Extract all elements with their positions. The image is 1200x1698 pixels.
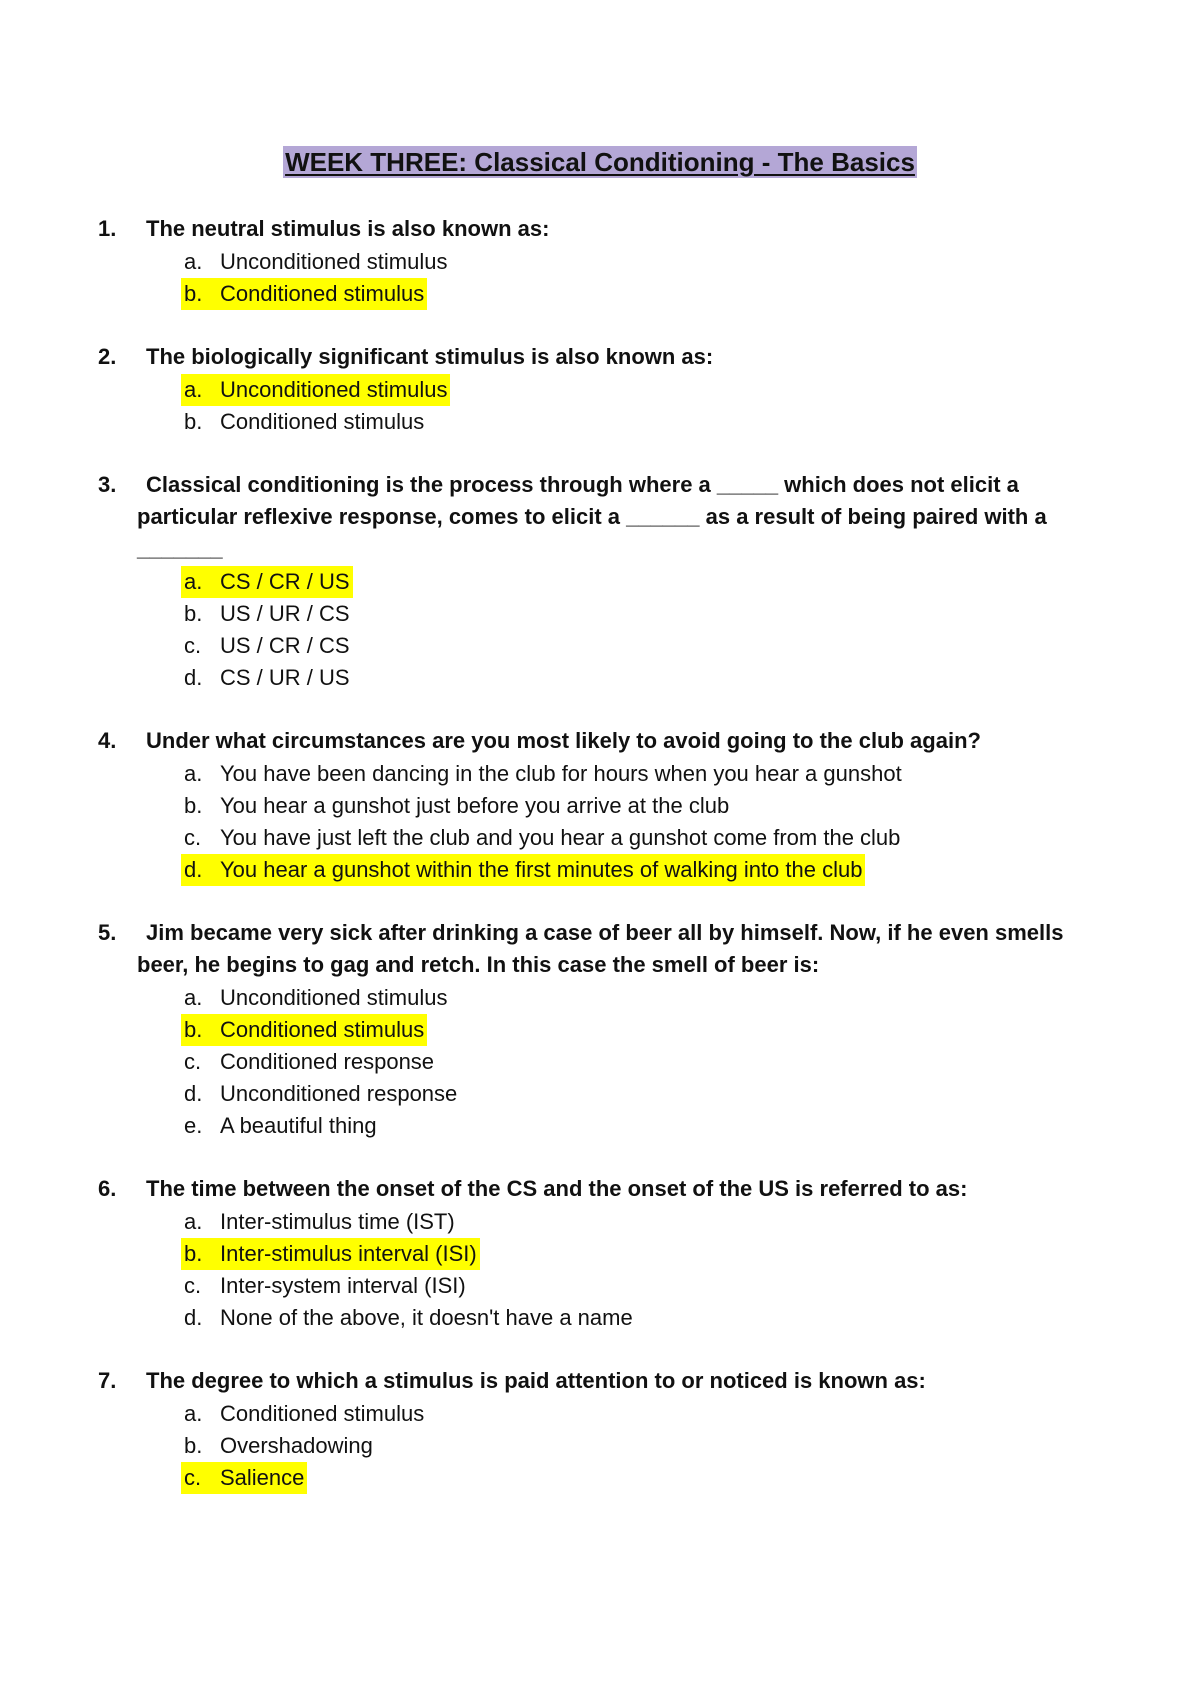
answer-option [0,1397,1200,1429]
answer-option-body [181,662,353,694]
answer-option-body [181,1462,307,1494]
answer-option-body [181,566,353,598]
answer-option-body [181,1430,376,1462]
question-text: The time between the onset of the CS and the onset of the US is referred to as: [146,1176,968,1201]
question-text: Jim became very sick after drinking a case of beer all by himself. Now, if he even smells beer, he begins to gag and retch. In this case the smell of beer is: [137,920,1064,977]
answer-option-body [181,1206,458,1238]
option-text: You have just left the club and you hear a gunshot come from the club [220,825,901,850]
option-text: Conditioned stimulus [220,1017,425,1042]
answer-option-body [181,822,903,854]
answer-option-body [181,598,353,630]
option-text: Unconditioned stimulus [220,377,448,402]
option-letter: b. [184,1433,203,1458]
question-number: 1. [98,216,117,241]
option-letter: a. [184,761,203,786]
option-letter: a. [184,249,203,274]
answer-option-body [181,278,427,310]
option-letter: b. [184,281,203,306]
option-text: Conditioned response [220,1049,435,1074]
answer-option-highlighted [0,1237,1200,1269]
option-text: Unconditioned stimulus [220,249,448,274]
option-text: None of the above, it doesn't have a name [220,1305,633,1330]
question-number: 4. [98,728,117,753]
answer-option-body [181,758,905,790]
answer-option-highlighted [0,1461,1200,1493]
option-text: Conditioned stimulus [220,1401,425,1426]
answer-option [0,1109,1200,1141]
answer-option [0,789,1200,821]
question-number: 2. [98,344,117,369]
answer-option [0,1301,1200,1333]
option-text: US / UR / CS [220,601,350,626]
answer-option [0,597,1200,629]
option-letter: b. [184,601,203,626]
option-text: Salience [220,1465,305,1490]
option-letter: c. [184,825,202,850]
answer-options [0,757,1200,885]
question-item [0,341,1200,437]
answer-option [0,1205,1200,1237]
answer-option-highlighted [0,853,1200,885]
question-item [0,1173,1200,1333]
question-list [0,213,1200,1525]
answer-option-highlighted [0,277,1200,309]
answer-option-body [181,982,450,1014]
option-text: Overshadowing [220,1433,373,1458]
option-text: You hear a gunshot just before you arrive at the club [220,793,730,818]
answer-option-body [181,854,865,886]
option-text: Inter-system interval (ISI) [220,1273,466,1298]
question-text: Under what circumstances are you most likely to avoid going to the club again? [146,728,981,753]
answer-option [0,1045,1200,1077]
option-text: US / CR / CS [220,633,350,658]
option-text: Inter-stimulus time (IST) [220,1209,455,1234]
option-letter: c. [184,1049,202,1074]
option-text: CS / UR / US [220,665,350,690]
option-letter: a. [184,377,203,402]
question-text: Classical conditioning is the process through where a _____ which does not elicit a particular reflexive response, comes to elicit a ______ as a result of being paired with a _______ [137,472,1047,561]
answer-option-highlighted [0,373,1200,405]
answer-option-body [181,790,732,822]
answer-option-body [181,1046,437,1078]
question-item [0,469,1200,693]
option-text: CS / CR / US [220,569,350,594]
question-item [0,213,1200,309]
option-text: You hear a gunshot within the first minutes of walking into the club [220,857,863,882]
answer-options [0,1397,1200,1493]
option-text: Unconditioned stimulus [220,985,448,1010]
answer-options [0,565,1200,693]
option-text: A beautiful thing [220,1113,377,1138]
answer-option-body [181,1238,480,1270]
answer-options [0,981,1200,1141]
question-number: 7. [98,1368,117,1393]
answer-options [0,1205,1200,1333]
option-letter: c. [184,1465,202,1490]
answer-option-body [181,406,427,438]
answer-option-body [181,374,450,406]
answer-option-highlighted [0,1013,1200,1045]
option-letter: d. [184,1305,203,1330]
answer-option [0,629,1200,661]
question-item [0,725,1200,885]
answer-option [0,981,1200,1013]
option-letter: b. [184,1017,203,1042]
answer-option-body [181,1302,636,1334]
title-container [0,146,1200,178]
page-title: WEEK THREE: Classical Conditioning - The Basics [285,147,915,177]
answer-option-body [181,1110,380,1142]
option-text: Conditioned stimulus [220,281,425,306]
answer-option [0,1077,1200,1109]
answer-option-body [181,246,450,278]
question-number: 5. [98,920,117,945]
option-letter: c. [184,633,202,658]
answer-option-body [181,1270,469,1302]
answer-options [0,245,1200,309]
answer-option [0,661,1200,693]
answer-option-body [181,1398,427,1430]
option-letter: b. [184,1241,203,1266]
answer-option-highlighted [0,565,1200,597]
answer-option [0,757,1200,789]
option-letter: b. [184,793,203,818]
answer-option-body [181,630,353,662]
answer-option-body [181,1014,427,1046]
option-text: Unconditioned response [220,1081,458,1106]
question-text: The neutral stimulus is also known as: [146,216,550,241]
option-text: Inter-stimulus interval (ISI) [220,1241,477,1266]
question-text: The degree to which a stimulus is paid attention to or noticed is known as: [146,1368,926,1393]
answer-option [0,405,1200,437]
option-letter: a. [184,1401,203,1426]
answer-option [0,1269,1200,1301]
option-letter: d. [184,1081,203,1106]
option-letter: b. [184,409,203,434]
option-letter: a. [184,1209,203,1234]
answer-options [0,373,1200,437]
answer-option-body [181,1078,460,1110]
option-letter: a. [184,985,203,1010]
option-letter: e. [184,1113,203,1138]
answer-option [0,1429,1200,1461]
question-item [0,917,1200,1141]
option-text: Conditioned stimulus [220,409,425,434]
answer-option [0,821,1200,853]
option-letter: c. [184,1273,202,1298]
option-letter: a. [184,569,203,594]
option-text: You have been dancing in the club for hours when you hear a gunshot [220,761,902,786]
option-letter: d. [184,857,203,882]
question-text: The biologically significant stimulus is also known as: [146,344,714,369]
option-letter: d. [184,665,203,690]
question-number: 3. [98,472,117,497]
question-item [0,1365,1200,1493]
question-number: 6. [98,1176,117,1201]
answer-option [0,245,1200,277]
